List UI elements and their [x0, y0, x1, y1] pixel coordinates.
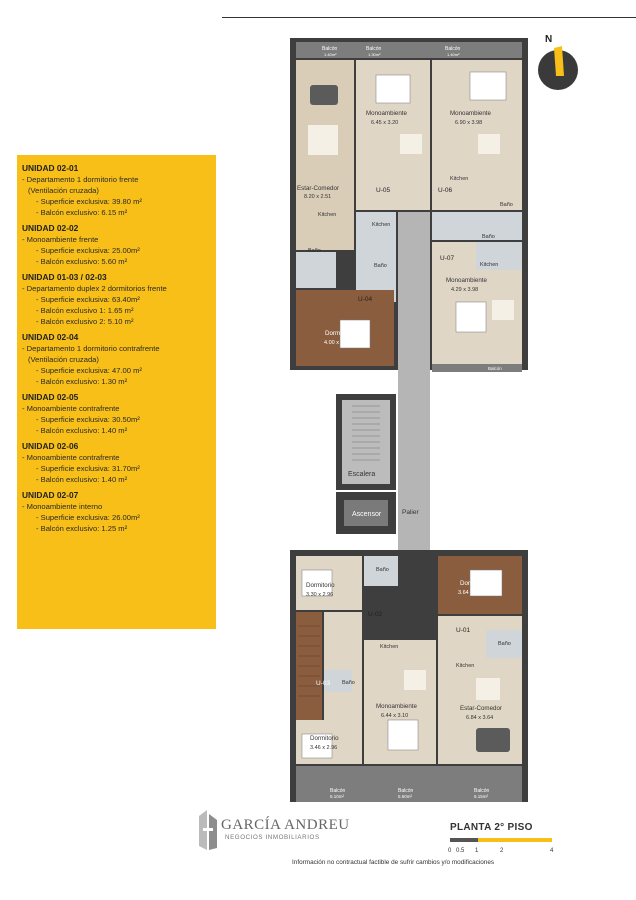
unit-detail-line: - Balcón exclusivo: 1.30 m²	[36, 377, 128, 386]
scale-tick-0: 0	[448, 848, 452, 854]
label-estar-01: Estar-Comedor	[460, 705, 502, 712]
table-u02	[404, 670, 426, 690]
label-balcon-7-area: 6.15m²	[474, 794, 489, 799]
unit-detail-line: - Superficie exclusiva: 30.50m²	[36, 415, 140, 424]
label-kitchen-4: Kitchen	[480, 262, 499, 268]
scale-seg-2	[478, 838, 502, 842]
label-bano-7: Baño	[342, 680, 355, 686]
table-u01	[476, 678, 500, 700]
label-dorm-01: Dormitorio	[460, 580, 489, 587]
label-mono-07-dims: 4.29 x 3.98	[451, 287, 479, 293]
label-bano-1: Baño	[308, 248, 321, 254]
unit-detail-line: - Superficie exclusiva: 26.00m²	[36, 513, 140, 522]
compass	[532, 30, 586, 94]
unit-block	[22, 331, 216, 387]
scale-bar	[446, 836, 558, 856]
unit-detail-line: - Balcón exclusivo: 1.40 m²	[36, 426, 128, 435]
table-u07	[492, 300, 514, 320]
unit-detail-line: - Monoambiente frente	[22, 235, 99, 244]
bed-u06	[470, 72, 506, 100]
top-divider-line	[222, 17, 636, 18]
unit-detail-line: - Departamento duplex 2 dormitorios frente	[22, 284, 167, 293]
label-palier: Palier	[402, 509, 419, 516]
label-bano-5: Baño	[376, 567, 389, 573]
unit-block	[22, 440, 216, 485]
logo-subtitle: NEGOCIOS INMOBILIARIOS	[225, 834, 320, 841]
label-u07: U-07	[440, 255, 455, 262]
table-u05	[400, 134, 422, 154]
unit-detail-line: - Balcón exclusivo 1: 1.65 m²	[36, 306, 134, 315]
dining-table-u04	[308, 125, 338, 155]
label-mono-05-dims: 6.45 x 3.20	[371, 120, 399, 126]
label-bano-3: Baño	[500, 202, 513, 208]
label-bano-4: Baño	[482, 234, 495, 240]
label-u05: U-05	[376, 187, 391, 194]
unit-block	[22, 162, 216, 218]
unit-detail-line: - Superficie exclusiva: 31.70m²	[36, 464, 140, 473]
company-logo	[195, 806, 355, 854]
label-kitchen-2: Kitchen	[372, 222, 391, 228]
unit-block	[22, 391, 216, 436]
label-escalera: Escalera	[348, 471, 376, 478]
disclaimer-text: Información no contractual factible de sufrir cambios y/o modificaciones	[292, 859, 495, 866]
scale-tick-2: 1	[475, 848, 479, 854]
label-dorm-04: Dormitorio	[325, 330, 354, 337]
unit-block	[22, 489, 216, 534]
unit-detail-line: - Balcón exclusivo: 5.60 m²	[36, 257, 128, 266]
label-dorm-03b-dims: 3.46 x 2.96	[310, 745, 338, 751]
label-mono-02: Monoambiente	[376, 703, 417, 710]
unit-detail-line: - Superficie exclusiva: 25.00m²	[36, 246, 140, 255]
unit-detail-line: (Ventilación cruzada)	[28, 355, 99, 364]
unit-detail-line: - Monoambiente interno	[22, 502, 103, 511]
label-u02: U-02	[368, 611, 383, 618]
unit-detail-line: - Departamento 1 dormitorio contrafrente	[22, 344, 160, 353]
unit-detail-line: - Balcón exclusivo: 1.40 m²	[36, 475, 128, 484]
label-kitchen-5: Kitchen	[380, 644, 399, 650]
label-balcon-3: Balcón	[445, 46, 461, 52]
label-dorm-03a-dims: 3.30 x 2.96	[306, 592, 334, 598]
label-balcon-1: Balcón	[366, 46, 382, 52]
unit-title: UNIDAD 02-02	[22, 223, 79, 233]
scale-tick-3: 2	[500, 848, 504, 854]
logo-mark-icon	[195, 808, 221, 852]
scale-seg-3	[502, 838, 552, 842]
unit-detail-line: - Superficie exclusiva: 63.40m²	[36, 295, 140, 304]
compass-label: N	[545, 34, 553, 45]
unit-detail-line: - Superficie exclusiva: 47.00 m²	[36, 366, 142, 375]
unit-title: UNIDAD 02-07	[22, 490, 79, 500]
floor-plan	[280, 30, 536, 810]
unit-title: UNIDAD 02-04	[22, 332, 79, 342]
label-bano-6: Baño	[498, 641, 511, 647]
label-mono-07: Monoambiente	[446, 277, 487, 284]
bano-u04-floor	[296, 252, 336, 288]
label-dorm-04-dims: 4.00 x 2.60	[324, 340, 352, 346]
label-bano-2: Baño	[374, 263, 387, 269]
label-u03: U-03	[316, 680, 331, 687]
unit-detail-line: - Balcón exclusivo: 1.25 m²	[36, 524, 128, 533]
scale-tick-4: 4	[550, 848, 554, 854]
scale-tick-1: 0.5	[456, 848, 465, 854]
label-balcon-1-area: 1.30m²	[368, 52, 381, 57]
unit-detail-line: - Monoambiente contrafrente	[22, 453, 120, 462]
label-balcon-5: Balcón	[330, 788, 346, 794]
corridor-top	[398, 212, 430, 370]
label-estar-comedor: Estar-Comedor	[297, 185, 339, 192]
label-dorm-03b: Dormitorio	[310, 735, 339, 742]
label-balcon-3-area: 1.40m²	[447, 52, 460, 57]
bed-u02	[388, 720, 418, 750]
bed-u07	[456, 302, 486, 332]
label-estar-01-dims: 6.84 x 3.64	[466, 715, 494, 721]
label-balcon-4: Balcón	[488, 366, 502, 371]
label-u06: U-06	[438, 187, 453, 194]
unit-detail-line: - Monoambiente contrafrente	[22, 404, 120, 413]
unit-detail-line: - Balcón exclusivo: 6.15 m²	[36, 208, 128, 217]
unit-title: UNIDAD 02-01	[22, 163, 79, 173]
balcon-u07-strip	[432, 364, 522, 372]
unit-title: UNIDAD 02-05	[22, 392, 79, 402]
label-u01: U-01	[456, 627, 471, 634]
label-mono-06-dims: 6.90 x 3.98	[455, 120, 483, 126]
label-ascensor: Ascensor	[352, 511, 382, 518]
scale-seg-1	[450, 838, 478, 842]
unit-detail-line: - Balcón exclusivo 2: 5.10 m²	[36, 317, 134, 326]
label-dorm-01-dims: 3.64 x 2.60	[458, 590, 486, 596]
units-info-panel	[17, 155, 216, 629]
unit-detail-line: - Superficie exclusiva: 39.80 m²	[36, 197, 142, 206]
sofa-u04	[310, 85, 338, 105]
label-balcon-2-area: 1.40m²	[324, 52, 337, 57]
label-balcon-7: Balcón	[474, 788, 490, 794]
label-kitchen-1: Kitchen	[318, 212, 337, 218]
plan-title: PLANTA 2° PISO	[450, 822, 533, 833]
label-mono-05: Monoambiente	[366, 110, 407, 117]
unit-title: UNIDAD 02-06	[22, 441, 79, 451]
label-balcon-6: Balcón	[398, 788, 414, 794]
table-u06	[478, 134, 500, 154]
label-mono-06: Monoambiente	[450, 110, 491, 117]
label-balcon-5-area: 5.10m²	[330, 794, 345, 799]
label-balcon-6-area: 5.60m²	[398, 794, 413, 799]
label-estar-comedor-dims: 8.20 x 2.51	[304, 194, 332, 200]
unit-detail-line: (Ventilación cruzada)	[28, 186, 99, 195]
sofa-u01	[476, 728, 510, 752]
unit-block	[22, 222, 216, 267]
unit-block	[22, 271, 216, 327]
label-kitchen-6: Kitchen	[456, 663, 475, 669]
unit-title: UNIDAD 01-03 / 02-03	[22, 272, 107, 282]
label-balcon-2: Balcón	[322, 46, 338, 52]
bed-u05	[376, 75, 410, 103]
bano-u06-floor	[432, 212, 522, 240]
label-dorm-03a: Dormitorio	[306, 582, 335, 589]
logo-name: GARCÍA ANDREU	[221, 817, 350, 833]
label-u04: U-04	[358, 296, 373, 303]
unit-detail-line: - Departamento 1 dormitorio frente	[22, 175, 139, 184]
label-kitchen-3: Kitchen	[450, 176, 469, 182]
label-mono-02-dims: 6.44 x 3.10	[381, 713, 409, 719]
